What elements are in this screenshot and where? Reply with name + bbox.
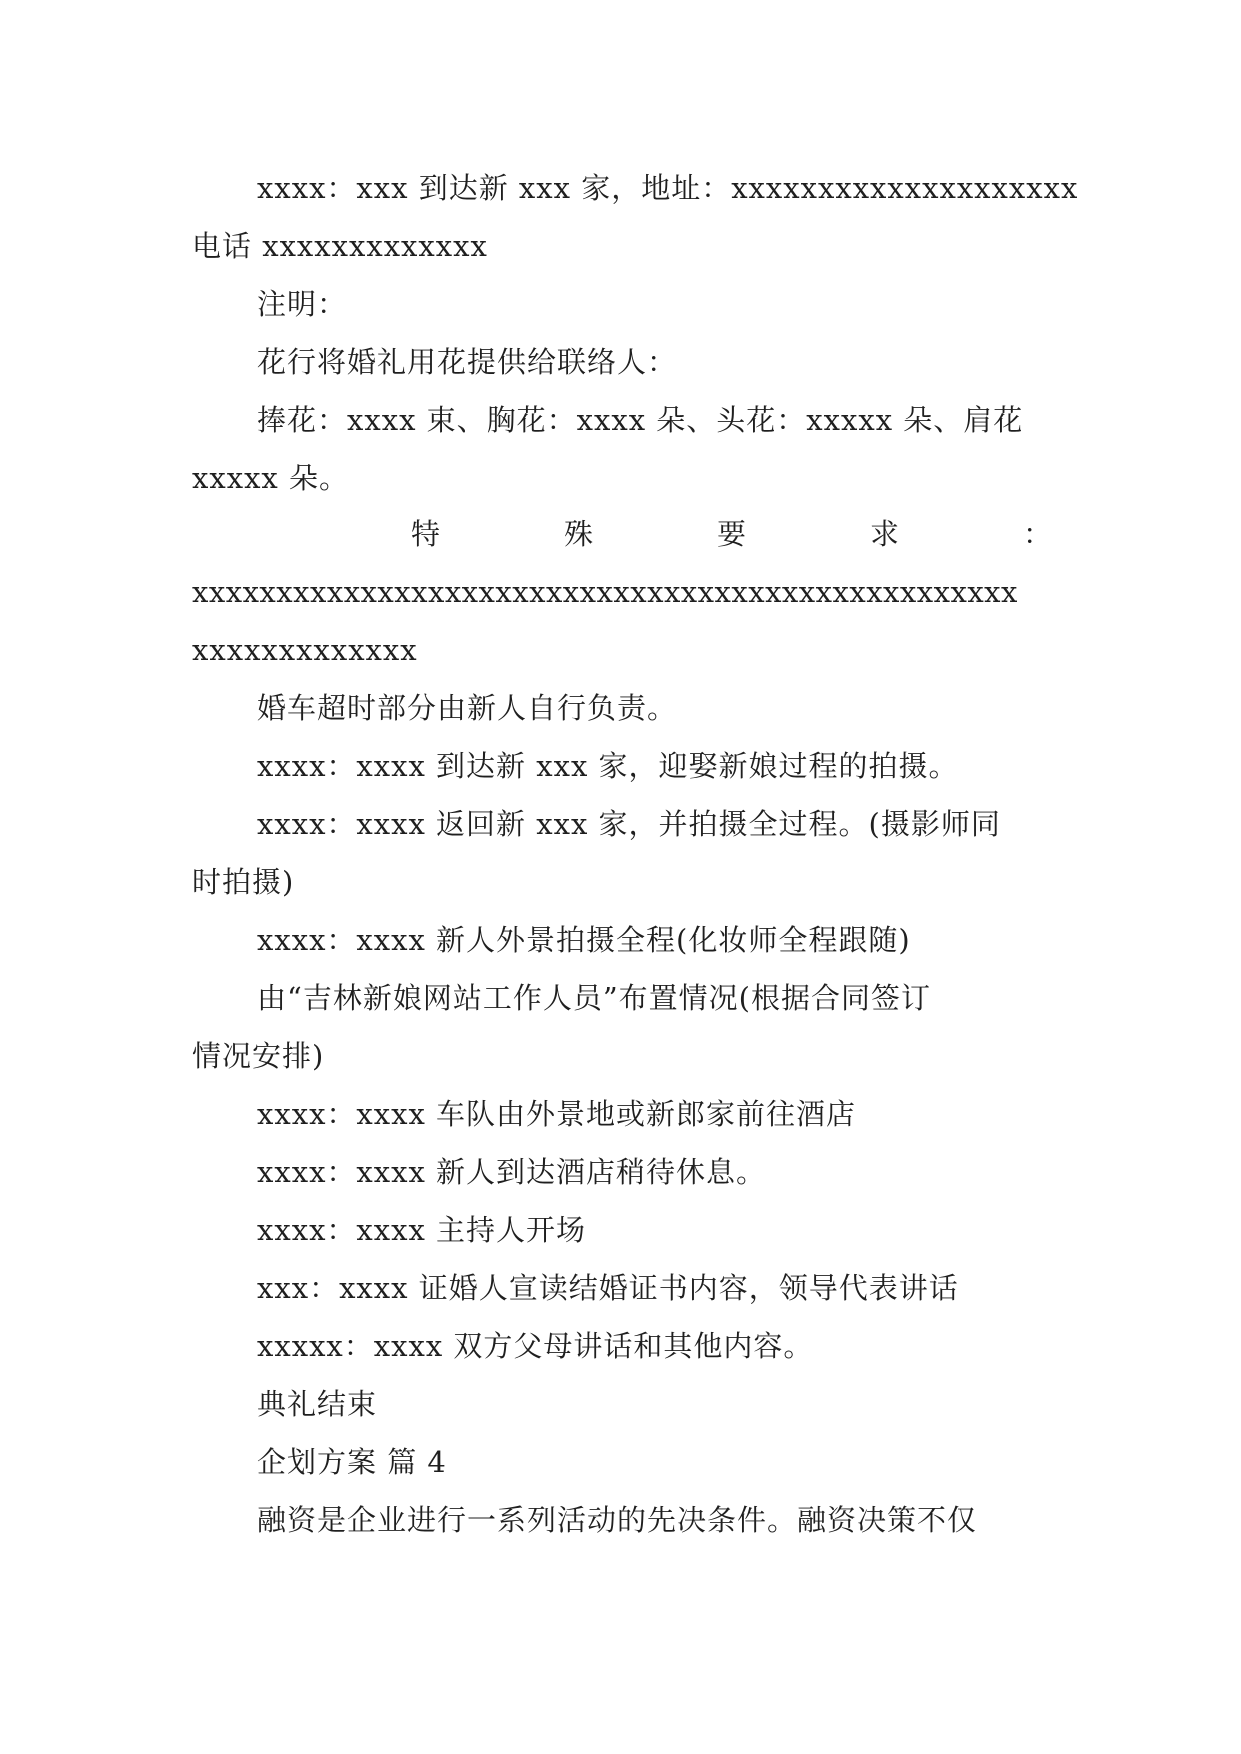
paragraph-line: 典礼结束 <box>257 1387 378 1421</box>
paragraph-line: xxxxxxxxxxxxxxxxxxxxxxxxxxxxxxxxxxxxxxxxxxxxxxxxx <box>192 575 1018 609</box>
special-request-char: 殊 <box>563 517 593 551</box>
paragraph-line: xxxx：xxx 到达新 xxx 家，地址：xxxxxxxxxxxxxxxxxxxx <box>257 171 1079 205</box>
paragraph-line: xxxx：xxxx 返回新 xxx 家，并拍摄全过程。(摄影师同 <box>257 807 1001 841</box>
paragraph-line: 电话 xxxxxxxxxxxxx <box>192 229 488 263</box>
paragraph-line: 融资是企业进行一系列活动的先决条件。融资决策不仅 <box>257 1503 978 1537</box>
paragraph-line: xxxxxxxxxxxxx <box>192 633 418 667</box>
special-request-char: 求 <box>869 517 899 551</box>
paragraph-line: xxx：xxxx 证婚人宣读结婚证书内容，领导代表讲话 <box>257 1271 959 1305</box>
paragraph-line: xxxxx：xxxx 双方父母讲话和其他内容。 <box>257 1329 814 1363</box>
paragraph-line: 时拍摄) <box>192 865 295 899</box>
special-request-char: 要 <box>716 517 746 551</box>
paragraph-line: xxxx：xxxx 主持人开场 <box>257 1213 587 1247</box>
special-request-char: 特 <box>410 517 440 551</box>
paragraph-line: xxxx：xxxx 车队由外景地或新郎家前往酒店 <box>257 1097 857 1131</box>
paragraph-line: 花行将婚礼用花提供给联络人： <box>257 345 678 379</box>
special-request-heading <box>257 514 1052 554</box>
paragraph-line: xxxx：xxxx 到达新 xxx 家，迎娶新娘过程的拍摄。 <box>257 749 959 783</box>
paragraph-line: xxxx：xxxx 新人外景拍摄全程(化妆师全程跟随) <box>257 923 911 957</box>
paragraph-line: 情况安排) <box>192 1039 325 1073</box>
special-request-char: ： <box>1022 517 1052 551</box>
section-heading: 企划方案 篇 4 <box>257 1445 447 1479</box>
paragraph-line: 婚车超时部分由新人自行负责。 <box>257 691 678 725</box>
paragraph-line: 捧花：xxxx 束、胸花：xxxx 朵、头花：xxxxx 朵、肩花 <box>257 403 1024 437</box>
paragraph-line: 注明： <box>257 287 348 321</box>
paragraph-line: 由“吉林新娘网站工作人员”布置情况(根据合同签订 <box>257 981 931 1015</box>
paragraph-line: xxxx：xxxx 新人到达酒店稍待休息。 <box>257 1155 767 1189</box>
paragraph-line: xxxxx 朵。 <box>192 461 349 495</box>
